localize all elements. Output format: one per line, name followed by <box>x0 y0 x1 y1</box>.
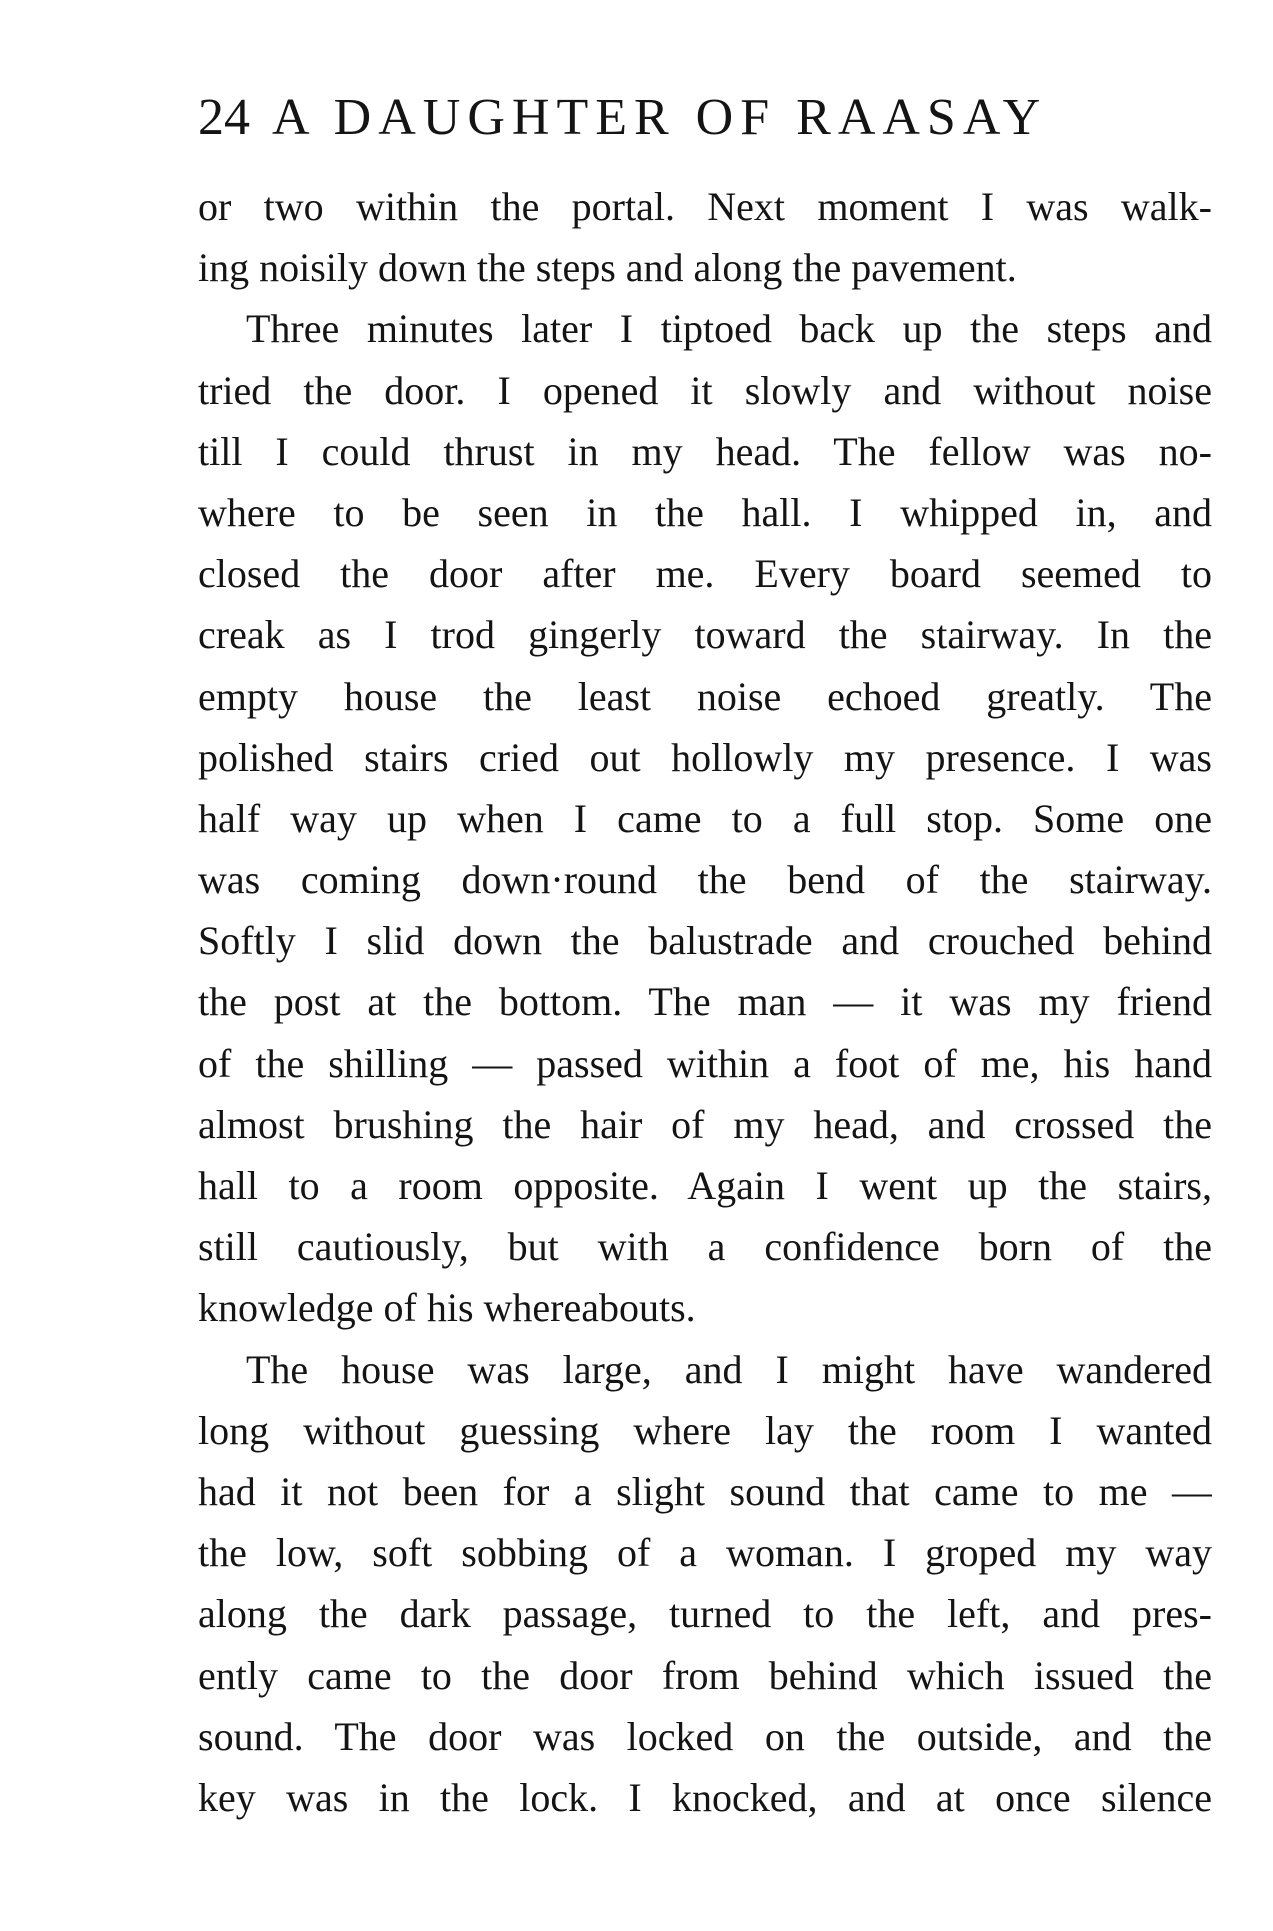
text-line: ing noisily down the steps and along the pavement. <box>198 245 1017 291</box>
text-line: or two within the portal. Next moment I was walk- <box>198 184 1212 229</box>
text-line: The house was large, and I might have wandered <box>246 1346 1212 1392</box>
text-line: where to be seen in the hall. I whipped in, and <box>198 489 1212 535</box>
text-line: till I could thrust in my head. The fellow was no- <box>198 428 1212 474</box>
text-line: Three minutes later I tiptoed back up the steps and <box>246 306 1212 352</box>
text-line: the low, soft sobbing of a woman. I groped my way <box>198 1530 1212 1576</box>
running-head <box>198 78 1208 158</box>
page-number: 24 <box>198 89 250 146</box>
text-line: along the dark passage, turned to the left, and pres- <box>198 1591 1212 1637</box>
text-line: ently came to the door from behind which issued the <box>198 1652 1212 1698</box>
body-text <box>198 176 1212 1828</box>
text-line: sound. The door was locked on the outside, and the <box>198 1713 1212 1759</box>
text-line: hall to a room opposite. Again I went up the stairs, <box>198 1163 1212 1208</box>
text-line: tried the door. I opened it slowly and without noise <box>198 367 1212 413</box>
running-title: A DAUGHTER OF RAASAY <box>272 89 1048 146</box>
text-line: almost brushing the hair of my head, and crossed the <box>198 1101 1212 1147</box>
text-line: key was in the lock. I knocked, and at once silence <box>198 1774 1212 1820</box>
text-line: had it not been for a slight sound that came to me — <box>198 1468 1212 1514</box>
text-line: long without guessing where lay the room I wanted <box>198 1407 1212 1453</box>
text-line: half way up when I came to a full stop. Some one <box>198 795 1212 841</box>
text-line: Softly I slid down the balustrade and crouched behind <box>198 918 1212 964</box>
text-line: creak as I trod gingerly toward the stairway. In the <box>198 612 1212 658</box>
text-line: of the shilling — passed within a foot of me, his hand <box>198 1040 1212 1086</box>
text-line: closed the door after me. Every board seemed to <box>198 551 1212 597</box>
text-line: the post at the bottom. The man — it was my friend <box>198 979 1212 1025</box>
text-line: polished stairs cried out hollowly my presence. I was <box>198 734 1212 780</box>
text-line: knowledge of his whereabouts. <box>198 1285 696 1331</box>
text-line: was coming down·round the bend of the stairway. <box>198 857 1212 903</box>
text-line: empty house the least noise echoed greatly. The <box>198 673 1212 719</box>
text-line: still cautiously, but with a confidence born of the <box>198 1224 1212 1270</box>
